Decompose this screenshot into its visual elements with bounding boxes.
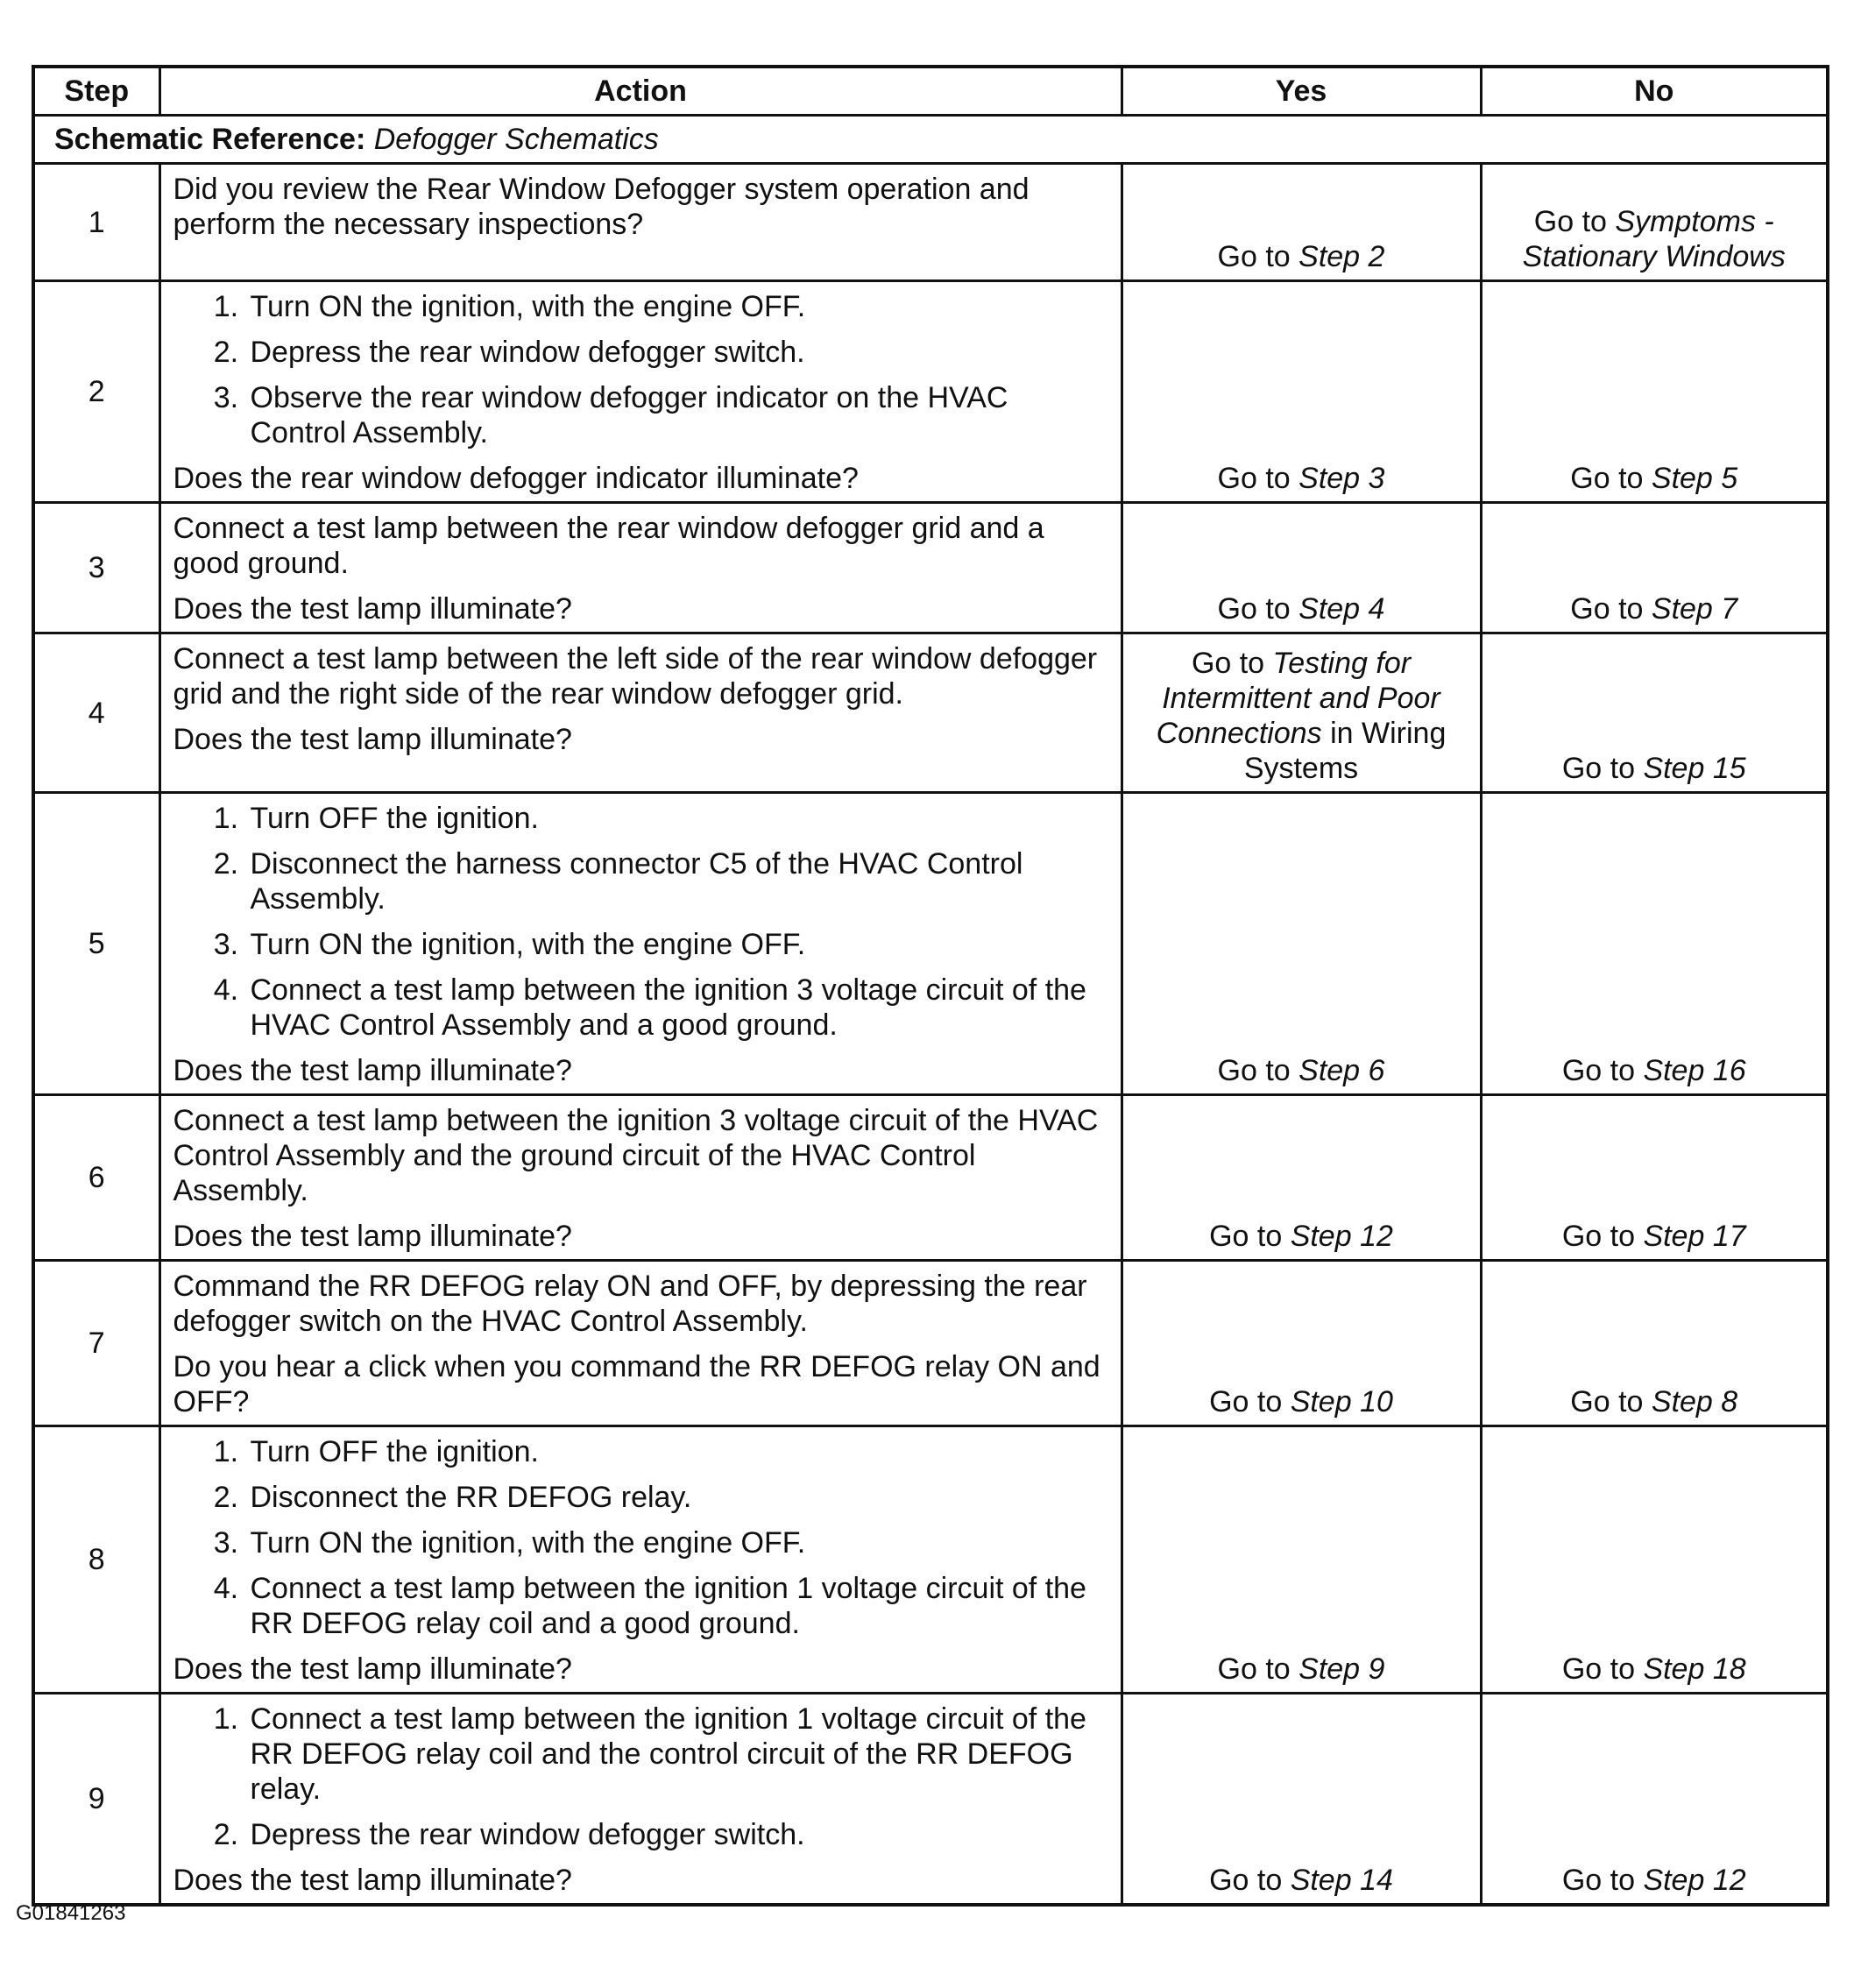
- action-step-item: 1. Turn ON the ignition, with the engine OFF.: [247, 289, 1108, 324]
- header-action: Action: [159, 67, 1122, 116]
- no-cell: [1481, 1095, 1828, 1261]
- no-cell: [1481, 281, 1828, 503]
- yes-goto-link[interactable]: Step 12: [1290, 1220, 1393, 1253]
- action-question: Does the test lamp illuminate?: [173, 592, 572, 626]
- yes-goto-text: Go to: [1217, 1054, 1299, 1087]
- action-question: Did you review the Rear Window Defogger system operation and perform the necessary inspections?: [173, 173, 1030, 241]
- yes-goto-link[interactable]: Step 3: [1298, 462, 1385, 495]
- step-number: 4: [33, 633, 159, 793]
- table-row: [33, 793, 1828, 1095]
- action-cell: [159, 1694, 1122, 1906]
- yes-goto-link[interactable]: Step 2: [1298, 240, 1385, 273]
- action-cell: [159, 633, 1122, 793]
- yes-cell: [1122, 1261, 1481, 1426]
- action-step-item: 4. Connect a test lamp between the ignition 1 voltage circuit of the RR DEFOG relay coil and a good ground.: [247, 1571, 1108, 1641]
- action-step-item: 3. Turn ON the ignition, with the engine OFF.: [247, 927, 1108, 962]
- yes-goto-link[interactable]: Step 6: [1298, 1054, 1385, 1087]
- yes-goto-text: Go to: [1191, 647, 1273, 680]
- yes-cell: [1122, 1426, 1481, 1694]
- header-row: [33, 67, 1828, 116]
- action-question: Connect a test lamp between the ignition 3 voltage circuit of the HVAC Control Assembly and the ground circuit of the HVAC Control Assembly.: [173, 1104, 1099, 1207]
- schematic-reference-link[interactable]: Defogger Schematics: [373, 123, 659, 156]
- yes-cell: [1122, 1095, 1481, 1261]
- yes-goto-text: Go to: [1217, 592, 1299, 626]
- yes-cell: [1122, 503, 1481, 633]
- yes-goto-link[interactable]: Step 9: [1298, 1652, 1385, 1686]
- header-step: Step: [33, 67, 159, 116]
- action-cell: [159, 1261, 1122, 1426]
- action-question: Does the test lamp illuminate?: [173, 723, 572, 756]
- schematic-reference: [33, 116, 1828, 164]
- step-number: 2: [33, 281, 159, 503]
- yes-goto-text: in Wiring Systems: [1243, 717, 1447, 785]
- action-cell: [159, 164, 1122, 281]
- no-goto-text: Go to: [1570, 592, 1652, 626]
- no-cell: [1481, 164, 1828, 281]
- action-question: Do you hear a click when you command the RR DEFOG relay ON and OFF?: [173, 1350, 1100, 1418]
- header-no: No: [1481, 67, 1828, 116]
- action-step-item: 2. Disconnect the harness connector C5 of the HVAC Control Assembly.: [247, 846, 1108, 916]
- action-cell: [159, 1095, 1122, 1261]
- action-question: Connect a test lamp between the left side of the rear window defogger grid and the right side of the rear window defogger grid.: [173, 642, 1098, 711]
- action-step-item: 1. Turn OFF the ignition.: [247, 1434, 1108, 1469]
- action-step-item: 4. Connect a test lamp between the ignition 3 voltage circuit of the HVAC Control Assembly and a good ground.: [247, 973, 1108, 1043]
- no-goto-text: Go to: [1561, 1054, 1644, 1087]
- action-question: Does the test lamp illuminate?: [173, 1864, 572, 1897]
- no-goto-text: Go to: [1561, 1652, 1644, 1686]
- yes-goto-link[interactable]: Step 14: [1290, 1864, 1393, 1897]
- no-cell: [1481, 793, 1828, 1095]
- step-number: 1: [33, 164, 159, 281]
- table-body: [33, 116, 1828, 1906]
- action-step-list: [173, 1434, 1108, 1641]
- action-step-list: [173, 801, 1108, 1043]
- table-row: [33, 164, 1828, 281]
- table-row: [33, 281, 1828, 503]
- no-goto-link[interactable]: Step 8: [1651, 1385, 1738, 1418]
- schematic-reference-row: [33, 116, 1828, 164]
- yes-goto-text: Go to: [1209, 1220, 1291, 1253]
- yes-goto-text: Go to: [1217, 462, 1299, 495]
- step-number: 8: [33, 1426, 159, 1694]
- yes-goto-link[interactable]: Step 10: [1290, 1385, 1393, 1418]
- table-row: [33, 503, 1828, 633]
- schematic-reference-label: Schematic Reference:: [54, 123, 366, 156]
- action-cell: [159, 793, 1122, 1095]
- no-goto-link[interactable]: Step 17: [1643, 1220, 1746, 1253]
- no-goto-text: Go to: [1533, 205, 1616, 238]
- no-goto-link[interactable]: Step 5: [1651, 462, 1738, 495]
- no-cell: [1481, 1261, 1828, 1426]
- action-step-item: 2. Depress the rear window defogger switch.: [247, 335, 1108, 370]
- no-cell: [1481, 503, 1828, 633]
- figure-id: G01841263: [16, 1901, 126, 1925]
- no-cell: [1481, 1426, 1828, 1694]
- action-step-item: 1. Connect a test lamp between the ignition 1 voltage circuit of the RR DEFOG relay coil and the control circuit of the RR DEFOG relay.: [247, 1701, 1108, 1807]
- action-step-item: 3. Turn ON the ignition, with the engine OFF.: [247, 1525, 1108, 1560]
- yes-cell: [1122, 164, 1481, 281]
- action-step-list: [173, 289, 1108, 450]
- action-cell: [159, 1426, 1122, 1694]
- action-step-item: 2. Disconnect the RR DEFOG relay.: [247, 1480, 1108, 1515]
- action-step-item: 2. Depress the rear window defogger switch.: [247, 1817, 1108, 1852]
- table-row: [33, 633, 1828, 793]
- no-goto-text: Go to: [1570, 1385, 1652, 1418]
- yes-cell: [1122, 281, 1481, 503]
- action-question: Command the RR DEFOG relay ON and OFF, by depressing the rear defogger switch on the HVAC Control Assembly.: [173, 1270, 1087, 1338]
- yes-goto-link[interactable]: Step 4: [1298, 592, 1385, 626]
- action-step-item: 1. Turn OFF the ignition.: [247, 801, 1108, 836]
- table-row: [33, 1095, 1828, 1261]
- yes-cell: [1122, 1694, 1481, 1906]
- action-step-list: [173, 1701, 1108, 1852]
- table-row: [33, 1694, 1828, 1906]
- no-goto-text: Go to: [1570, 462, 1652, 495]
- no-goto-text: Go to: [1561, 752, 1644, 785]
- action-question: Does the rear window defogger indicator illuminate?: [173, 462, 859, 495]
- yes-goto-text: Go to: [1209, 1385, 1291, 1418]
- action-cell: [159, 281, 1122, 503]
- step-number: 6: [33, 1095, 159, 1261]
- step-number: 3: [33, 503, 159, 633]
- yes-goto-link[interactable]: Testing for Intermittent and Poor Connections: [1156, 647, 1440, 750]
- step-number: 9: [33, 1694, 159, 1906]
- no-cell: [1481, 633, 1828, 793]
- diagnostic-table: [32, 65, 1829, 1907]
- yes-goto-text: Go to: [1217, 1652, 1299, 1686]
- no-goto-link[interactable]: Symptoms - Stationary Windows: [1522, 205, 1786, 273]
- step-number: 5: [33, 793, 159, 1095]
- action-question: Does the test lamp illuminate?: [173, 1054, 572, 1087]
- no-goto-text: Go to: [1561, 1864, 1644, 1897]
- no-goto-link[interactable]: Step 18: [1643, 1652, 1746, 1686]
- action-question: Does the test lamp illuminate?: [173, 1220, 572, 1253]
- table-row: [33, 1261, 1828, 1426]
- action-question: Connect a test lamp between the rear window defogger grid and a good ground.: [173, 512, 1044, 580]
- no-goto-text: Go to: [1561, 1220, 1644, 1253]
- action-question: Does the test lamp illuminate?: [173, 1652, 572, 1686]
- no-cell: [1481, 1694, 1828, 1906]
- action-cell: [159, 503, 1122, 633]
- no-goto-link[interactable]: Step 12: [1643, 1864, 1746, 1897]
- yes-goto-text: Go to: [1209, 1864, 1291, 1897]
- no-goto-link[interactable]: Step 15: [1643, 752, 1746, 785]
- yes-cell: [1122, 793, 1481, 1095]
- table-row: [33, 1426, 1828, 1694]
- yes-goto-text: Go to: [1217, 240, 1299, 273]
- header-yes: Yes: [1122, 67, 1481, 116]
- no-goto-link[interactable]: Step 16: [1643, 1054, 1746, 1087]
- step-number: 7: [33, 1261, 159, 1426]
- action-step-item: 3. Observe the rear window defogger indicator on the HVAC Control Assembly.: [247, 380, 1108, 450]
- no-goto-link[interactable]: Step 7: [1651, 592, 1738, 626]
- yes-cell: [1122, 633, 1481, 793]
